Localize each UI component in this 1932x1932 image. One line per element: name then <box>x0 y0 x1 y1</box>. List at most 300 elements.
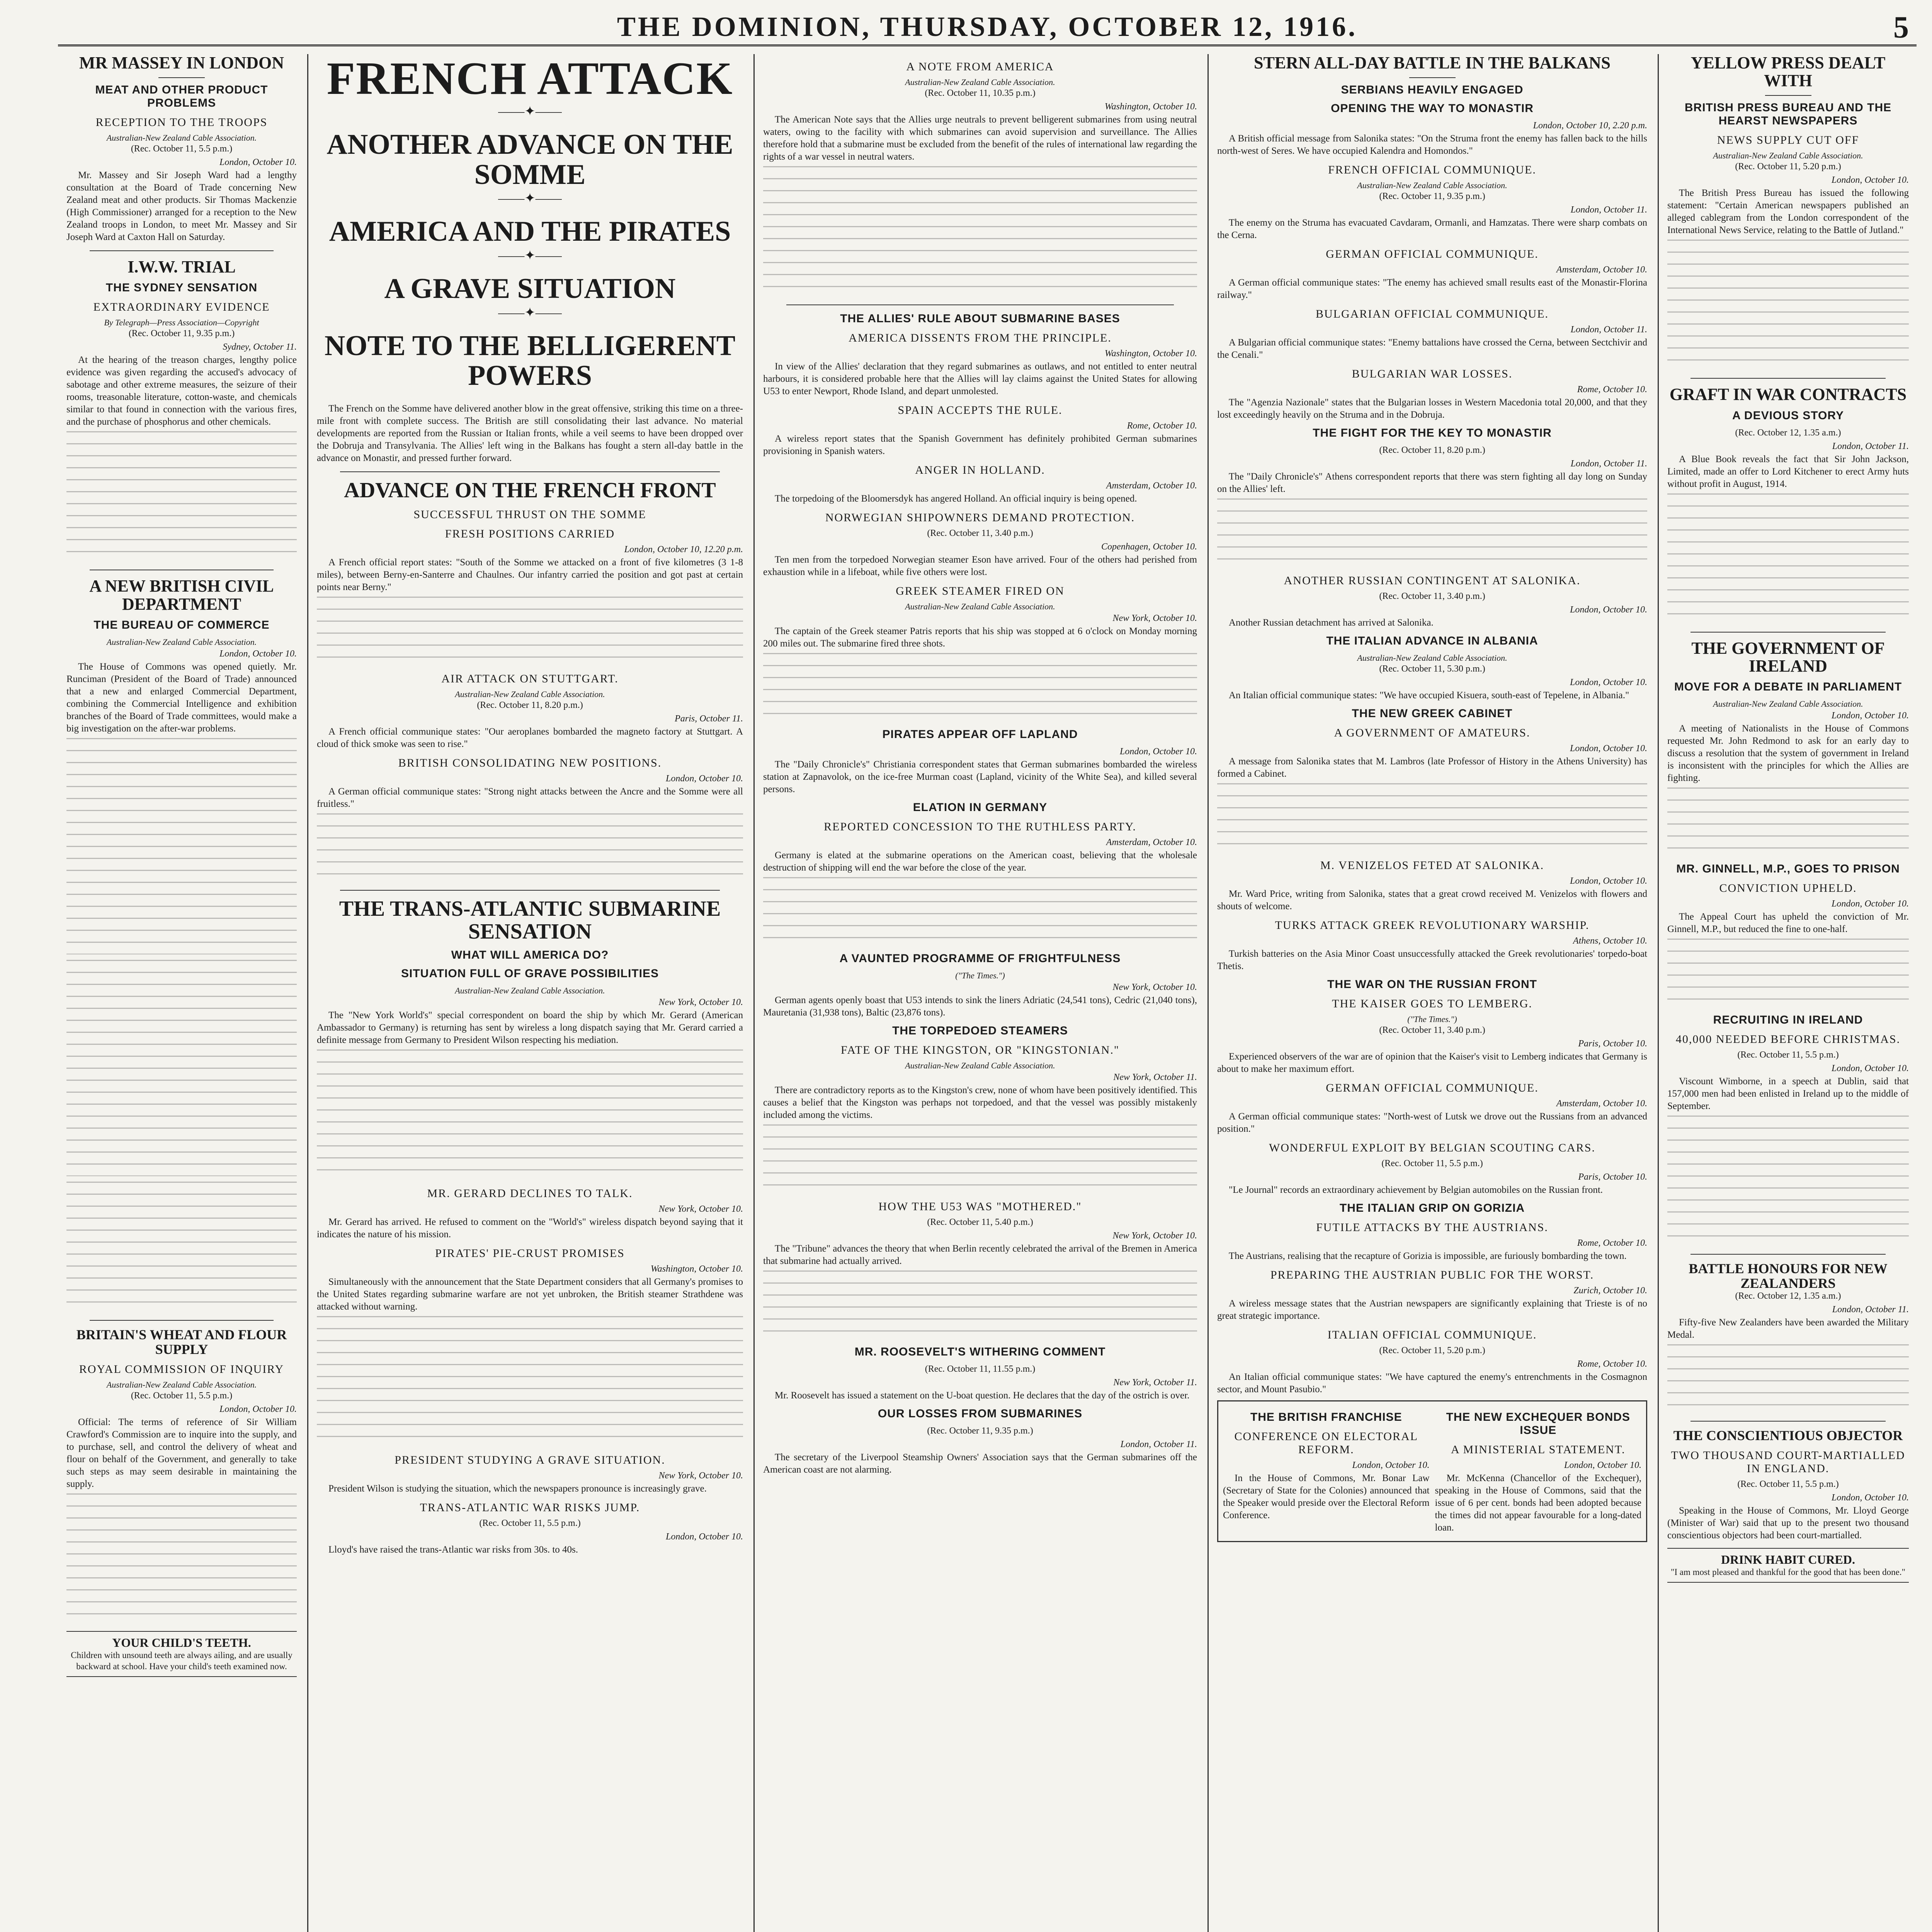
article-text: German agents openly boast that U53 intends to sink the liners Adriatic (24,541 tons), Cedric (21,040 tons), Mauretania (31,938 tons), Baltic (23,876 tons). <box>763 995 1197 1018</box>
article-elation <box>763 801 1197 947</box>
headline: MR. GINNELL, M.P., GOES TO PRISON <box>1676 862 1900 875</box>
article-text: Another Russian detachment has arrived at Salonika. <box>1229 617 1434 628</box>
article-text: A German official communique states: "North-west of Lutsk we drove out the Russians from an advanced position." <box>1217 1111 1647 1134</box>
headline: BRITAIN'S WHEAT AND FLOUR SUPPLY <box>76 1327 287 1357</box>
agency: Australian-New Zealand Cable Association. <box>455 985 605 995</box>
headline: PIRATES APPEAR OFF LAPLAND <box>882 728 1078 741</box>
dateline: London, October 10. <box>1120 747 1197 757</box>
article-text: Turkish batteries on the Asia Minor Coast unsuccessfully attacked the Greek revolutionaries' torpedo-boat Thetis. <box>1217 949 1647 972</box>
agency: Australian-New Zealand Cable Association. <box>1357 180 1507 190</box>
dateline: New York, October 10. <box>1112 613 1197 623</box>
subheadline: AMERICA DISSENTS FROM THE PRINCIPLE. <box>849 332 1112 344</box>
dateline: London, October 11. <box>1570 205 1647 215</box>
headline: GRAFT IN WAR CONTRACTS <box>1669 385 1907 404</box>
agency: Australian-New Zealand Cable Association. <box>106 1380 257 1390</box>
article-norwegian <box>763 511 1197 578</box>
headline: WONDERFUL EXPLOIT BY BELGIAN SCOUTING CARS. <box>1269 1141 1595 1155</box>
text-continuation <box>763 877 1197 947</box>
text-continuation <box>317 597 743 666</box>
headline: MR. ROOSEVELT'S WITHERING COMMENT <box>854 1345 1106 1358</box>
subheadline: FRESH POSITIONS CARRIED <box>445 527 615 540</box>
dateline: Paris, October 11. <box>675 713 743 724</box>
article-text: "Le Journal" records an extraordinary achievement by Belgian automobiles on the Russian front. <box>1229 1185 1603 1196</box>
article-text: Viscount Wimborne, in a speech at Dublin, said that 157,000 men had been enlisted in Ireland up to the middle of September. <box>1667 1076 1909 1111</box>
headline: TRANS-ATLANTIC WAR RISKS JUMP. <box>420 1501 640 1514</box>
received-time: (Rec. October 11, 9.35 p.m.) <box>927 1426 1033 1436</box>
article-text: A German official communique states: "The enemy has achieved small results east of the Monastir-Florina railway." <box>1217 277 1647 301</box>
dateline: Washington, October 10. <box>650 1264 743 1274</box>
received-time: (Rec. October 12, 1.35 a.m.) <box>1735 1291 1841 1301</box>
received-time: (Rec. October 11, 3.40 p.m.) <box>1379 1025 1485 1036</box>
headline: THE CONSCIENTIOUS OBJECTOR <box>1673 1427 1903 1443</box>
article-text: The Appeal Court has upheld the conviction of Mr. Ginnell, M.P., but reduced the fine to one-half. <box>1667 911 1909 934</box>
text-continuation <box>1217 783 1647 853</box>
dateline: New York, October 11. <box>1113 1378 1197 1388</box>
agency: Australian-New Zealand Cable Association. <box>905 77 1055 87</box>
subheadline: OPENING THE WAY TO MONASTIR <box>1331 102 1534 115</box>
received-time: (Rec. October 11, 5.20 p.m.) <box>1735 162 1841 172</box>
headline: A VAUNTED PROGRAMME OF FRIGHTFULNESS <box>839 952 1121 965</box>
article-massey <box>66 54 297 243</box>
article-text: A Blue Book reveals the fact that Sir John Jackson, Limited, made an offer to Lord Kitchener to erect Army huts without profit in August, 1914. <box>1667 454 1909 489</box>
text-continuation <box>66 738 297 954</box>
agency: Australian-New Zealand Cable Association. <box>905 602 1055 611</box>
agency: By Telegraph—Press Association—Copyright <box>104 318 259 328</box>
subheadline: SUCCESSFUL THRUST ON THE SOMME <box>413 508 646 521</box>
article-text: Germany is elated at the submarine operations on the American coast, believing that the wholesale destruction of shipping will end the war before the close of the year. <box>763 850 1197 873</box>
article-text: Mr. Ward Price, writing from Salonika, states that a great crowd received M. Venizelos with flowers and shouts of welcome. <box>1217 889 1647 912</box>
received-time: (Rec. October 11, 9.35 p.m.) <box>128 328 235 339</box>
article-consolidating <box>317 757 743 883</box>
article-german-communique-2 <box>1217 1082 1647 1135</box>
article-text: There are contradictory reports as to the Kingston's crew, none of whom have been positively identified. This causes a belief that the Kingston was perhaps not torpedoed, and that the vessel was possibly mistakenly included among the victims. <box>763 1085 1197 1120</box>
headline: ELATION IN GERMANY <box>913 801 1048 814</box>
article-text: Mr. Massey and Sir Joseph Ward had a lengthy consultation at the Board of Trade concerning New Zealand meat and other products. Sir Thomas Mackenzie (High Commissioner) arranged for a reception to the New Zealand troops in London, to meet Mr. Massey and Sir Joseph Ward at Caxton Hall on Saturday. <box>66 170 297 243</box>
subheadline: A GRAVE SITUATION <box>384 273 676 305</box>
article-pie-crust <box>317 1247 743 1447</box>
subheadline: FATE OF THE KINGSTON, OR "KINGSTONIAN." <box>840 1044 1120 1056</box>
article-bulgarian-communique <box>1217 308 1647 361</box>
headline: THE FIGHT FOR THE KEY TO MONASTIR <box>1313 427 1552 440</box>
subheadline: THE BUREAU OF COMMERCE <box>94 618 270 631</box>
dateline: Rome, October 10. <box>1577 1238 1647 1248</box>
article-holland <box>763 464 1197 505</box>
article-text: A message from Salonika states that M. Lambros (late Professor of History in the Athens University) has formed a Cabinet. <box>1217 756 1647 779</box>
headline: ANGER IN HOLLAND. <box>915 464 1045 476</box>
ornament: ——✦—— <box>498 191 562 206</box>
dateline: Paris, October 10. <box>1578 1039 1647 1049</box>
divider <box>90 250 274 251</box>
dateline: London, October 10. <box>1352 1460 1430 1471</box>
divider <box>1690 378 1886 379</box>
dateline: London, October 10. <box>1570 743 1647 754</box>
page-number: 5 <box>1893 10 1909 44</box>
article-text: The American Note says that the Allies urge neutrals to prevent belligerent submarines from using neutral waters, owing to the facility with which submarines can avoid supervision and surveillance. The Allies therefore hold that a submarine must be excluded from the benefit of the rules of international law regarding the rights of a war vessel in neutral waters. <box>763 114 1197 162</box>
divider <box>1690 1254 1886 1255</box>
article-spain <box>763 404 1197 457</box>
article-torpedoed <box>763 1024 1197 1194</box>
headline: GERMAN OFFICIAL COMMUNIQUE. <box>1326 248 1539 261</box>
article-balkans <box>1217 54 1647 157</box>
dateline: London, October 10. <box>1832 898 1909 909</box>
received-time: (Rec. October 12, 1.35 a.m.) <box>1735 427 1841 438</box>
article-text: A meeting of Nationalists in the House of Commons requested Mr. John Redmond to ask for an early day to discuss a resolution that the system of government in Ireland is inconsistent with the principles for which the Allies are fighting. <box>1667 723 1909 783</box>
headline: THE WAR ON THE RUSSIAN FRONT <box>1327 978 1537 991</box>
article-greek-cabinet <box>1217 707 1647 853</box>
received-time: (Rec. October 11, 5.5 p.m.) <box>1737 1479 1839 1490</box>
text-continuation <box>763 1124 1197 1194</box>
article-recruiting <box>1667 1014 1909 1247</box>
text-continuation <box>66 1493 297 1625</box>
article-text: The enemy on the Struma has evacuated Cavdaram, Ormanli, and Hamzatas. There were sharp combats on the Cerna. <box>1217 218 1647 241</box>
text-continuation <box>66 431 297 563</box>
subheadline: FUTILE ATTACKS BY THE AUSTRIANS. <box>1316 1221 1548 1234</box>
dateline: London, October 10. <box>219 1404 297 1415</box>
dateline: New York, October 11. <box>1113 1072 1197 1082</box>
article-wilson <box>317 1454 743 1495</box>
article-text: A Bulgarian official communique states: "Enemy battalions have crossed the Cerna, between Sectchivir and the Cenali." <box>1217 337 1647 361</box>
dateline: London, October 10. <box>1832 710 1909 721</box>
headline: BULGARIAN OFFICIAL COMMUNIQUE. <box>1315 308 1549 321</box>
article-yellow-press <box>1667 54 1909 371</box>
subheadline: SERBIANS HEAVILY ENGAGED <box>1341 83 1524 97</box>
article-advance <box>317 479 743 666</box>
article-lapland <box>763 728 1197 796</box>
article-french-communique <box>1217 163 1647 242</box>
divider <box>90 1320 274 1321</box>
dateline: London, October 10. <box>1832 1493 1909 1503</box>
received-time: (Rec. October 11, 3.40 p.m.) <box>927 528 1033 538</box>
agency: Australian-New Zealand Cable Association. <box>1713 699 1863 709</box>
headline: MR. GERARD DECLINES TO TALK. <box>427 1187 633 1200</box>
headline: OUR LOSSES FROM SUBMARINES <box>878 1407 1083 1420</box>
dateline: London, October 10. <box>666 773 743 784</box>
article-text: An Italian official communique states: "We have occupied Kisuera, south-east of Tepelene, in Albania." <box>1229 690 1629 701</box>
subheadline: TWO THOUSAND COURT-MARTIALLED IN ENGLAND. <box>1671 1449 1905 1475</box>
received-time: (Rec. October 11, 5.5 p.m.) <box>1737 1049 1839 1060</box>
article-text: A French official report states: "South of the Somme we attacked on a front of five kilometres (3 1-8 miles), between Berny-en-Santerre and Chaulnes. Our infantry carried the position and got past at certain points near Berny." <box>317 557 743 592</box>
article-air-attack <box>317 672 743 750</box>
article-text: Mr. McKenna (Chancellor of the Exchequer), speaking in the House of Commons, said that the issue of 6 per cent. bonds had been adopted because the times did not appear favourable for a long-dated loan. <box>1435 1473 1641 1533</box>
dateline: London, October 10. <box>1564 1460 1641 1471</box>
article-text: Ten men from the torpedoed Norwegian steamer Eson have arrived. Four of the others had perished from exhaustion while in a lifeboat, while five others were lost. <box>763 554 1197 577</box>
dateline: Amsterdam, October 10. <box>1556 1099 1647 1109</box>
subheadline: A MINISTERIAL STATEMENT. <box>1451 1443 1626 1456</box>
ad-title: DRINK HABIT CURED. <box>1721 1553 1855 1567</box>
headline: M. VENIZELOS FETED AT SALONIKA. <box>1320 859 1544 872</box>
article-ireland <box>1667 639 1909 857</box>
article-text: Experienced observers of the war are of opinion that the Kaiser's visit to Lemberg indicates that Germany is about to make her maximum effort. <box>1217 1051 1647 1075</box>
article-text: The French on the Somme have delivered another blow in the great offensive, striking this time on a three-mile front with complete success. The British are still consolidating their last advance. No material developments are reported from the Russian or Italian fronts, while a veil seems to have been dropped over the Dobruja and Transylvania. The Allies' left wing in the Balkans has fought a stern all-day battle in the advance on Monastir, and pressed further forward. <box>317 403 743 464</box>
article-text: The Austrians, realising that the recapture of Gorizia is impossible, are furiously bombarding the town. <box>1229 1251 1627 1262</box>
article-text: The "Agenzia Nazionale" states that the Bulgarian losses in Western Macedonia total 20,000, and that they lost exceedingly heavily on the Struma and in the Dobruja. <box>1217 397 1647 420</box>
divider <box>1690 1421 1886 1422</box>
headline: THE GOVERNMENT OF IRELAND <box>1691 638 1885 675</box>
subheadline: ROYAL COMMISSION OF INQUIRY <box>79 1363 284 1376</box>
advertisement <box>1667 1548 1909 1583</box>
headline: TURKS ATTACK GREEK REVOLUTIONARY WARSHIP. <box>1275 919 1590 932</box>
headline: BULGARIAN WAR LOSSES. <box>1352 367 1513 381</box>
article-text: At the hearing of the treason charges, lengthy police evidence was given regarding the accused's advocacy of sabotage and other extreme measures, the seizure of their rooms, treasonable literature, cotton-waste, and chemicals similar to that found in connection with the various fires, and the purchase of phosphorus and other chemicals. <box>66 355 297 427</box>
agency: Australian-New Zealand Cable Association. <box>1357 653 1507 663</box>
subheadline: RECEPTION TO THE TROOPS <box>95 116 268 129</box>
subheadline: CONVICTION UPHELD. <box>1719 881 1857 895</box>
agency: Australian-New Zealand Cable Association. <box>106 637 257 647</box>
dateline: London, October 10. <box>1832 1063 1909 1073</box>
dateline: Amsterdam, October 10. <box>1556 265 1647 275</box>
subheadline: 40,000 NEEDED BEFORE CHRISTMAS. <box>1675 1032 1901 1046</box>
article-text: Lloyd's have raised the trans-Atlantic war risks from 30s. to 40s. <box>328 1544 578 1555</box>
ornament: ——✦—— <box>498 305 562 320</box>
article-italian-communique <box>1217 1328 1647 1396</box>
headline: A NEW BRITISH CIVIL DEPARTMENT <box>89 577 274 614</box>
article-text: A wireless message states that the Austrian newspapers are significantly explaining that Trieste is of no great strategic importance. <box>1217 1298 1647 1321</box>
article-russian-front <box>1217 978 1647 1075</box>
headline: NORWEGIAN SHIPOWNERS DEMAND PROTECTION. <box>825 511 1135 524</box>
article-iww <box>66 258 297 563</box>
article-losses <box>763 1407 1197 1476</box>
dateline: London, October 10. <box>666 1531 743 1542</box>
article-text: The "Tribune" advances the theory that when Berlin recently celebrated the arrival of the Bremen in America that submarine had actually arrived. <box>763 1243 1197 1266</box>
dateline: Sydney, October 11. <box>223 342 297 352</box>
ornament: ——✦—— <box>498 104 562 119</box>
article-bulgarian-losses <box>1217 367 1647 421</box>
headline: STERN ALL-DAY BATTLE IN THE BALKANS <box>1253 54 1611 72</box>
article-monastir-fight <box>1217 427 1647 568</box>
dateline: London, October 10. <box>1832 175 1909 185</box>
divider <box>1690 632 1886 633</box>
article-scouting-cars <box>1217 1141 1647 1196</box>
agency: ("The Times.") <box>955 971 1005 980</box>
dateline: Rome, October 10. <box>1577 1359 1647 1369</box>
article-text: An Italian official communique states: "We have captured the enemy's entrenchments in the Cosmagnon sector, and Mount Pasubio." <box>1217 1372 1647 1395</box>
text-continuation <box>1217 498 1647 568</box>
headline: PREPARING THE AUSTRIAN PUBLIC FOR THE WORST. <box>1270 1269 1594 1282</box>
article-objector <box>1667 1429 1909 1542</box>
divider <box>340 471 720 472</box>
text-continuation <box>1667 240 1909 371</box>
dateline: London, October 10. <box>1570 677 1647 688</box>
article-submarine-bases <box>763 312 1197 398</box>
divider <box>158 77 205 78</box>
dateline: Rome, October 10. <box>1127 421 1197 431</box>
article-text: Mr. Roosevelt has issued a statement on the U-boat question. He declares that the day of the ostrich is over. <box>775 1390 1190 1401</box>
article-text: The "Daily Chronicle's" Athens correspondent reports that there was stern fighting all day long on Sunday on the Allies' left. <box>1217 471 1647 495</box>
agency: ("The Times.") <box>1407 1014 1457 1024</box>
dateline: London, October 10, 2.20 p.m. <box>1533 121 1647 131</box>
article-ginnell <box>1667 862 1909 1008</box>
divider <box>1409 77 1456 78</box>
article-french-attack <box>317 54 743 464</box>
article-roosevelt <box>763 1345 1197 1402</box>
subheadline: NOTE TO THE BELLIGERENT POWERS <box>324 330 736 392</box>
article-text: In the House of Commons, Mr. Bonar Law (Secretary of State for the Colonies) announced that the Speaker would preside over the Electoral Reform Conference. <box>1223 1473 1430 1521</box>
dateline: London, October 10. <box>1570 876 1647 886</box>
headline: FRENCH OFFICIAL COMMUNIQUE. <box>1328 163 1536 177</box>
article-frightfulness <box>763 952 1197 1019</box>
received-time: (Rec. October 11, 5.30 p.m.) <box>1379 664 1485 674</box>
dateline: Copenhagen, October 10. <box>1101 542 1197 552</box>
headline: THE ALLIES' RULE ABOUT SUBMARINE BASES <box>840 312 1120 325</box>
article-text: The "Daily Chronicle's" Christiania correspondent states that German submarines bombarded the wireless station at Zapnavolok, on the ice-free Murman coast (Lapland, vicinity of the White Sea), and killed several persons. <box>763 759 1197 794</box>
article-text: Official: The terms of reference of Sir William Crawford's Commission are to inquire into the supply, and to purchase, sell, and control the delivery of wheat and flour on behalf of the Government, and generally to take such steps as may seem desirable in maintaining the supply. <box>66 1417 297 1490</box>
dateline: Amsterdam, October 10. <box>1106 837 1197 847</box>
article-russian-contingent <box>1217 574 1647 629</box>
text-continuation <box>763 1270 1197 1340</box>
agency: Australian-New Zealand Cable Association. <box>1713 151 1863 161</box>
headline: THE NEW GREEK CABINET <box>1352 707 1513 720</box>
article-german-communique <box>1217 248 1647 301</box>
headline: THE TRANS-ATLANTIC SUBMARINE SENSATION <box>339 896 721 944</box>
dateline: New York, October 10. <box>1112 1231 1197 1241</box>
agency: Australian-New Zealand Cable Association. <box>905 1061 1055 1070</box>
headline: MR MASSEY IN LONDON <box>79 54 284 72</box>
article-text: A British official message from Salonika states: "On the Struma front the enemy has fallen back to the hills north-west of Seres. We have occupied Kalendra and Homondos." <box>1217 133 1647 156</box>
received-time: (Rec. October 11, 5.5 p.m.) <box>131 144 233 154</box>
text-continuation <box>66 1182 297 1313</box>
dateline: Amsterdam, October 10. <box>1106 481 1197 491</box>
headline: PRESIDENT STUDYING A GRAVE SITUATION. <box>395 1453 665 1466</box>
headline: ITALIAN OFFICIAL COMMUNIQUE. <box>1327 1328 1537 1342</box>
text-continuation <box>317 1316 743 1447</box>
dateline: London, October 10, 12.20 p.m. <box>624 544 743 554</box>
text-continuation <box>1667 787 1909 857</box>
headline: PIRATES' PIE-CRUST PROMISES <box>435 1247 625 1260</box>
dateline: London, October 11. <box>1570 325 1647 335</box>
ad-text: Children with unsound teeth are always ailing, and are usually backward at school. Have your child's teeth examined now. <box>71 1650 293 1672</box>
headline: RECRUITING IN IRELAND <box>1713 1013 1863 1026</box>
dateline: Zurich, October 10. <box>1573 1286 1647 1296</box>
agency: Australian-New Zealand Cable Association. <box>455 689 605 699</box>
article-text: Simultaneously with the announcement that the State Department considers that all Germany's promises to the United States regarding submarine warfare are not yet unbroken, the British steamer Strathdene was attacked without warning. <box>317 1276 743 1312</box>
article-civil-department <box>66 577 297 1313</box>
subheadline: REPORTED CONCESSION TO THE RUTHLESS PARTY. <box>824 820 1136 833</box>
dateline: London, October 11. <box>1570 459 1647 469</box>
article-text: A German official communique states: "Strong night attacks between the Ancre and the Somme were all fruitless." <box>317 786 743 809</box>
headline: ANOTHER RUSSIAN CONTINGENT AT SALONIKA. <box>1284 574 1581 587</box>
article-u53 <box>763 1200 1197 1340</box>
dateline: London, October 11. <box>1832 1304 1909 1315</box>
article-gerard <box>317 1187 743 1241</box>
article-text: Fifty-five New Zealanders have been awarded the Military Medal. <box>1667 1317 1909 1340</box>
subheadline: MOVE FOR A DEBATE IN PARLIAMENT <box>1674 680 1902 693</box>
article-text: Speaking in the House of Commons, Mr. Lloyd George (Minister of War) said that up to the present two thousand conscientious objectors had been court-martialled. <box>1667 1505 1909 1541</box>
subheadline: WHAT WILL AMERICA DO? <box>451 948 609 961</box>
divider <box>340 890 720 891</box>
split-box <box>1217 1400 1647 1542</box>
masthead-title: THE DOMINION, THURSDAY, OCTOBER 12, 1916. <box>617 11 1358 42</box>
article-note-america <box>763 60 1197 298</box>
text-continuation <box>317 813 743 883</box>
subheadline: A DEVIOUS STORY <box>1732 409 1844 422</box>
article-graft <box>1667 386 1909 624</box>
text-continuation <box>1667 1344 1909 1414</box>
text-continuation <box>1667 939 1909 1008</box>
article-text: In view of the Allies' declaration that they regard submarines as outlaws, and not entitled to enter neutral harbours, it is considered probable here that the Allies will lay claims against the United States for allowing U53 to enter Newport, Rhode Island, and depart unmolested. <box>763 361 1197 396</box>
subheadline: BRITISH PRESS BUREAU AND THE HEARST NEWSPAPERS <box>1684 101 1892 128</box>
article-albania <box>1217 634 1647 702</box>
column-5 <box>1658 54 1917 1932</box>
agency: Australian-New Zealand Cable Association. <box>106 133 257 143</box>
text-continuation <box>66 960 297 1176</box>
article-text: The captain of the Greek steamer Patris reports that his ship was stopped at 6 o'clock on Monday morning 200 miles out. The submarine fired three shots. <box>763 626 1197 649</box>
article-battle-honours <box>1667 1262 1909 1414</box>
column-4 <box>1208 54 1656 1932</box>
dateline: London, October 10. <box>1570 605 1647 615</box>
subheadline: SITUATION FULL OF GRAVE POSSIBILITIES <box>401 967 659 980</box>
received-time: (Rec. October 11, 5.5 p.m.) <box>131 1391 233 1401</box>
dateline: New York, October 10. <box>1112 982 1197 992</box>
subheadline: CONFERENCE ON ELECTORAL REFORM. <box>1234 1430 1418 1456</box>
column-2 <box>307 54 752 1932</box>
text-continuation <box>1667 1116 1909 1247</box>
article-war-risks <box>317 1501 743 1556</box>
dateline: London, October 10. <box>219 648 297 659</box>
headline: GREEK STEAMER FIRED ON <box>896 585 1065 597</box>
column-1 <box>58 54 305 1932</box>
article-text: Mr. Gerard has arrived. He refused to comment on the "World's" wireless dispatch beyond saying that it indicates the nature of his mission. <box>317 1216 743 1240</box>
headline: AIR ATTACK ON STUTTGART. <box>441 672 619 685</box>
headline: THE ITALIAN ADVANCE IN ALBANIA <box>1326 634 1538 648</box>
received-time: (Rec. October 11, 5.40 p.m.) <box>927 1217 1033 1227</box>
subheadline: ANOTHER ADVANCE ON THE SOMME <box>327 129 733 190</box>
received-time: (Rec. October 11, 3.40 p.m.) <box>1379 591 1485 602</box>
received-time: (Rec. October 11, 5.5 p.m.) <box>1381 1158 1483 1169</box>
dateline: London, October 11. <box>1120 1439 1197 1449</box>
article-venizelos <box>1217 859 1647 913</box>
headline: BRITISH CONSOLIDATING NEW POSITIONS. <box>398 756 662 769</box>
article-text: The secretary of the Liverpool Steamship Owners' Association says that the German submarines off the American coast are not alarming. <box>763 1452 1197 1475</box>
article-submarine-sensation <box>317 898 743 1181</box>
dateline: Paris, October 10. <box>1578 1172 1647 1182</box>
dateline: London, October 11. <box>1832 441 1909 451</box>
subheadline: THE KAISER GOES TO LEMBERG. <box>1332 997 1532 1010</box>
text-continuation <box>317 1049 743 1181</box>
text-continuation <box>763 653 1197 723</box>
headline: YELLOW PRESS DEALT WITH <box>1690 54 1886 90</box>
subheadline: MEAT AND OTHER PRODUCT PROBLEMS <box>95 83 268 110</box>
headline: THE ITALIAN GRIP ON GORIZIA <box>1339 1202 1525 1215</box>
article-wheat-supply <box>66 1328 297 1625</box>
article-text: The British Press Bureau has issued the following statement: "Certain American newspapers published an alleged cablegram from the London correspondent of the International News Service, relating to the Battle of Jutland." <box>1667 188 1909 236</box>
masthead <box>58 8 1917 46</box>
subheadline: NEWS SUPPLY CUT OFF <box>1717 134 1859 147</box>
article-text: The House of Commons was opened quietly. Mr. Runciman (President of the Board of Trade) announced that a new and enlarged Commercial Department, combining the Commercial Intelligence and exhibition branches of the Board of Trade committees, would make a big investigation on the after-war problems. <box>66 661 297 734</box>
headline: SPAIN ACCEPTS THE RULE. <box>898 404 1063 417</box>
headline: A NOTE FROM AMERICA <box>906 60 1054 73</box>
subheadline: EXTRAORDINARY EVIDENCE <box>93 301 270 314</box>
ornament: ——✦—— <box>498 248 562 263</box>
text-continuation <box>1667 493 1909 625</box>
ad-title: YOUR CHILD'S TEETH. <box>112 1636 251 1650</box>
headline: HOW THE U53 WAS "MOTHERED." <box>878 1200 1082 1213</box>
subheadline: AMERICA AND THE PIRATES <box>329 216 731 248</box>
headline: THE NEW EXCHEQUER BONDS ISSUE <box>1446 1411 1630 1437</box>
headline: THE BRITISH FRANCHISE <box>1250 1411 1402 1424</box>
headline: GERMAN OFFICIAL COMMUNIQUE. <box>1326 1082 1539 1095</box>
received-time: (Rec. October 11, 5.5 p.m.) <box>479 1518 581 1528</box>
received-time: (Rec. October 11, 5.20 p.m.) <box>1379 1345 1485 1356</box>
main-headline: FRENCH ATTACK <box>327 54 733 104</box>
article-text: The torpedoing of the Bloomersdyk has angered Holland. An official inquiry is being opened. <box>775 493 1137 504</box>
article-franchise <box>1223 1405 1430 1537</box>
subheadline: THE SYDNEY SENSATION <box>105 281 258 294</box>
subheadline: A GOVERNMENT OF AMATEURS. <box>1334 726 1531 740</box>
headline: I.W.W. TRIAL <box>128 257 236 277</box>
article-text: A French official communique states: "Our aeroplanes bombarded the magneto factory at Stuttgart. A cloud of thick smoke was seen to rise." <box>317 726 743 749</box>
article-exchequer <box>1435 1405 1642 1537</box>
dateline: New York, October 10. <box>658 997 743 1007</box>
